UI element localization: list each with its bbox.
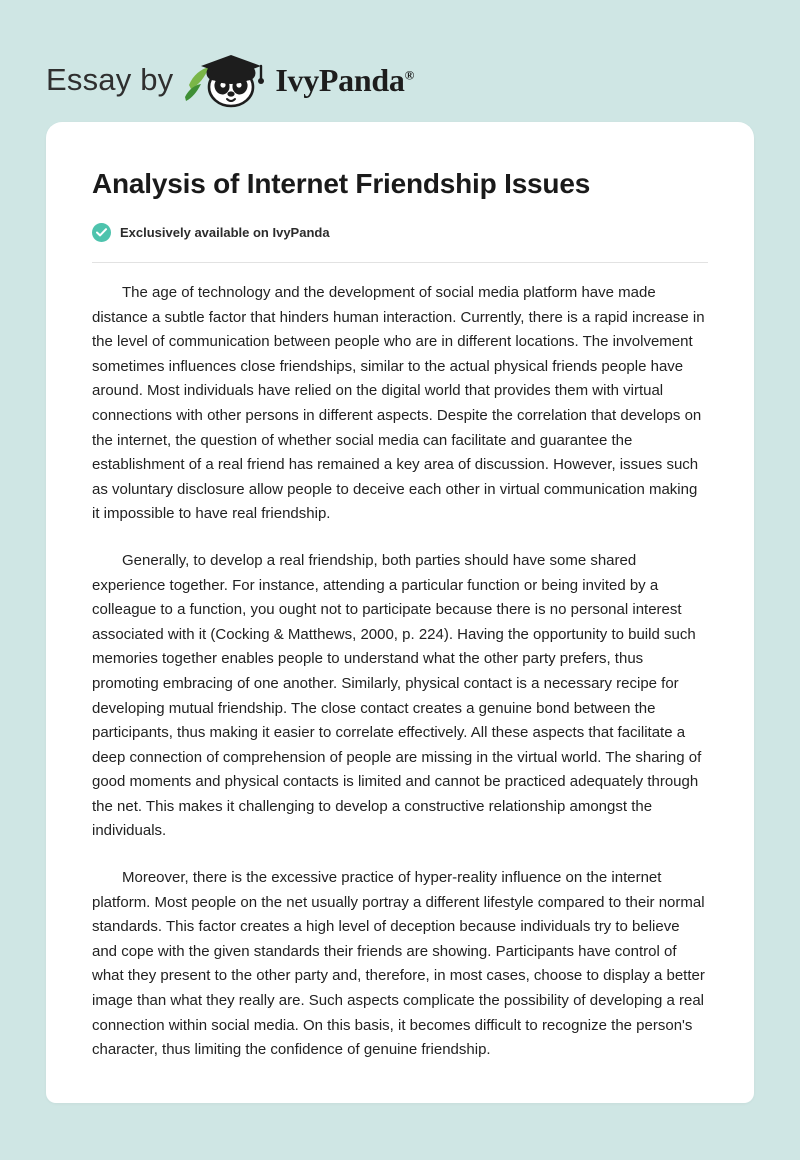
page-title: Analysis of Internet Friendship Issues xyxy=(92,168,591,199)
check-circle-icon xyxy=(92,223,111,242)
body-paragraph: Moreover, there is the excessive practice of hyper-reality influence on the internet platform. Most people on the net usually portray a different lifestyle compared to their normal standards. This factor creates a high level of deception because individuals try to believe and cope with the given standards their friends are showing. Participants have control of what they present to the other party and, therefore, in most cases, choose to display a better image than what they really are. Such aspects complicate the possibility of developing a real connection within social media. On this basis, it becomes difficult to recognize the person's character, thus limiting the confidence of genuine friendship. xyxy=(92,869,705,1059)
panda-graduation-cap-icon xyxy=(183,49,269,111)
essay-by-label: Essay by xyxy=(46,62,174,97)
document-body xyxy=(92,263,708,1063)
document-card xyxy=(46,122,754,1103)
registered-mark: ® xyxy=(404,66,414,82)
status-badge-label: Exclusively available on IvyPanda xyxy=(120,225,330,240)
brand-name-text: IvyPanda xyxy=(275,61,405,98)
ivypanda-logo[interactable] xyxy=(183,49,414,111)
brand-header xyxy=(0,0,800,122)
brand-name xyxy=(275,62,414,99)
status-badge xyxy=(92,223,708,263)
body-paragraph: The age of technology and the development of social media platform have made distance a subtle factor that hinders human interaction. Currently, there is a rapid increase in the level of communication between people who are in different locations. The involvement sometimes influences close friendships, similar to the actual physical friends people have around. Most individuals have relied on the digital world that provides them with virtual connections with other persons in different aspects. Despite the correlation that develops on the internet, the question of whether social media can facilitate and guarantee the establishment of a real friend has remained a key area of discussion. However, issues such as voluntary disclosure allow people to deceive each other in virtual communication making it impossible to have real friendship. xyxy=(92,284,705,523)
body-paragraph: Generally, to develop a real friendship, both parties should have some shared experience together. For instance, attending a particular function or being invited by a colleague to a function, you ought not to participate because there is no personal interest associated with it (Cocking & Matthews, 2000, p. 224). Having the opportunity to build such memories together enables people to understand what the other party prefers, thus promoting embracing of one another. Similarly, physical contact is a necessary recipe for developing mutual friendship. The close contact creates a genuine bond between the participants, thus making it easier to correlate effectively. All these aspects that facilitate a deep connection of comprehension of people are missing in the virtual world. The sharing of good moments and physical contacts is limited and cannot be practiced adequately through the net. This makes it challenging to develop a constructive relationship amongst the individuals. xyxy=(92,551,702,840)
